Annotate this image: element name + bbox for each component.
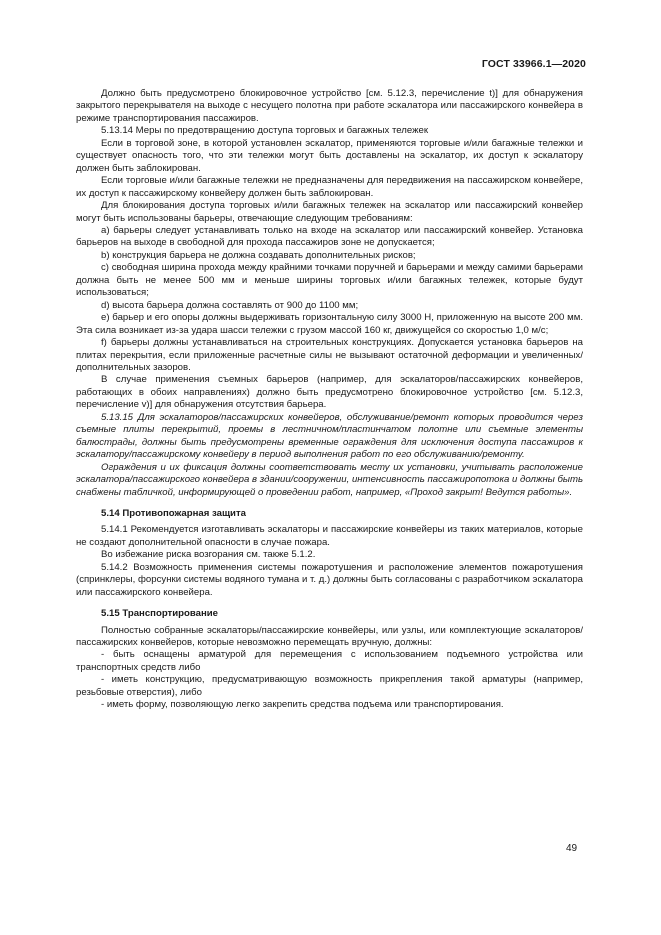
paragraph: Если в торговой зоне, в которой установлен эскалатор, применяются торговые и/или багажные тележки и существует опасность того, что эти тележки могут быть доставлены на эскалатор, их доступ к эскалатору должен быть заблокирован. (76, 137, 583, 174)
paragraph: Полностью собранные эскалаторы/пассажирские конвейеры, или узлы, или комплектующие эскалаторов/пассажирских конвейеров, которые невозможно перемещать вручную, должны: (76, 624, 583, 649)
section-5-15-heading: 5.15 Транспортирование (101, 608, 218, 620)
dash-list-item: - иметь форму, позволяющую легко закрепить средства подъема или транспортирования. (101, 699, 504, 711)
italic-paragraph: Ограждения и их фиксация должны соответствовать месту их установки, учитывать расположение эскалатора/пассажирского конвейера в здании/сооружении, интенсивность пассажиропотока и должны быть снабжены табличкой, информирующей о проведении работ, например, «Проход закрыт! Ведутся работы». (76, 461, 583, 498)
list-item-e: e) барьер и его опоры должны выдерживать горизонтальную силу 3000 Н, приложенную на высоте 200 мм. Эта сила возникает из-за удара шасси тележки с грузом массой 160 кг, движущейся со скоростью 1,0 м/с; (76, 312, 583, 336)
document-body (76, 88, 583, 712)
list-item-f: f) барьеры должны устанавливаться на строительных конструкциях. Допускается установка барьеров на плитах перекрытия, если приложенные расчетные силы не вызывают остаточной деформации и увеличенных/дополнительных зазоров. (76, 337, 583, 373)
clause-5-13-15-italic: 5.13.15 Для эскалаторов/пассажирских конвейеров, обслуживание/ремонт которых проводится через съемные плиты перекрытий, проемы в лестничном/пластинчатом полотне или съемные элементы балюстрады, должны быть предусмотрены временные ограждения для исключения доступа пассажиров к эскалатору/пассажирскому конвейеру в период выполнения работ по его обслуживанию/ремонту. (76, 411, 583, 461)
clause-5-13-14-title: 5.13.14 Меры по предотвращению доступа торговых и багажных тележек (101, 125, 429, 137)
list-item-a: a) барьеры следует устанавливать только на входе на эскалатор или пассажирский конвейер. Установка барьеров на выходе в свободной для прохода пассажиров зоне не допускается; (76, 224, 583, 249)
dash-list-item: - быть оснащены арматурой для перемещения с использованием подъемного устройства или транспортных средств либо (76, 649, 583, 673)
paragraph: Для блокирования доступа торговых и/или багажных тележек на эскалатор или пассажирский конвейер могут быть использованы барьеры, отвечающие следующим требованиям: (76, 200, 583, 224)
paragraph: 5.14.2 Возможность применения системы пожаротушения и расположение элементов пожаротушения (спринклеры, форсунки системы водяного тумана и т. д.) должны быть согласованы с разработчиком эскалатора или пассажирского конвейера. (76, 561, 583, 598)
paragraph: 5.14.1 Рекомендуется изготавливать эскалаторы и пассажирские конвейеры из таких материалов, которые не создают дополнительной опасности в случае пожара. (76, 524, 583, 548)
list-item-c: c) свободная ширина прохода между крайними точками поручней и барьерами и между самими барьерами должна быть не менее 500 мм и меньше ширины торговых и/или багажных тележек, которые будут использоваться; (76, 262, 583, 299)
paragraph: Если торговые и/или багажные тележки не предназначены для передвижения на пассажирском конвейере, их доступ к пассажирскому конвейеру должен быть заблокирован. (76, 175, 583, 199)
document-code-header: ГОСТ 33966.1—2020 (481, 58, 586, 70)
paragraph: Во избежание риска возгорания см. также 5.1.2. (101, 549, 316, 561)
paragraph: В случае применения съемных барьеров (например, для эскалаторов/пассажирских конвейеров, работающих в обоих направлениях) должно быть предусмотрено блокировочное устройство [см. 5.12.3, перечисление v)] для обнаружения отсутствия барьера. (76, 374, 583, 411)
list-item-d: d) высота барьера должна составлять от 900 до 1100 мм; (101, 299, 359, 311)
list-item-b: b) конструкция барьера не должна создавать дополнительных рисков; (101, 249, 416, 261)
section-5-14-heading: 5.14 Противопожарная защита (101, 507, 246, 519)
page-number: 49 (566, 843, 578, 854)
paragraph: Должно быть предусмотрено блокировочное устройство [см. 5.12.3, перечисление t)] для обнаружения закрытого перекрывателя на выходе с несущего полотна при работе эскалатора или пассажирского конвейера в режиме транспортирования пассажиров. (76, 88, 583, 124)
dash-list-item: - иметь конструкцию, предусматривающую возможность прикрепления такой арматуры (например, резьбовые отверстия), либо (76, 674, 583, 698)
